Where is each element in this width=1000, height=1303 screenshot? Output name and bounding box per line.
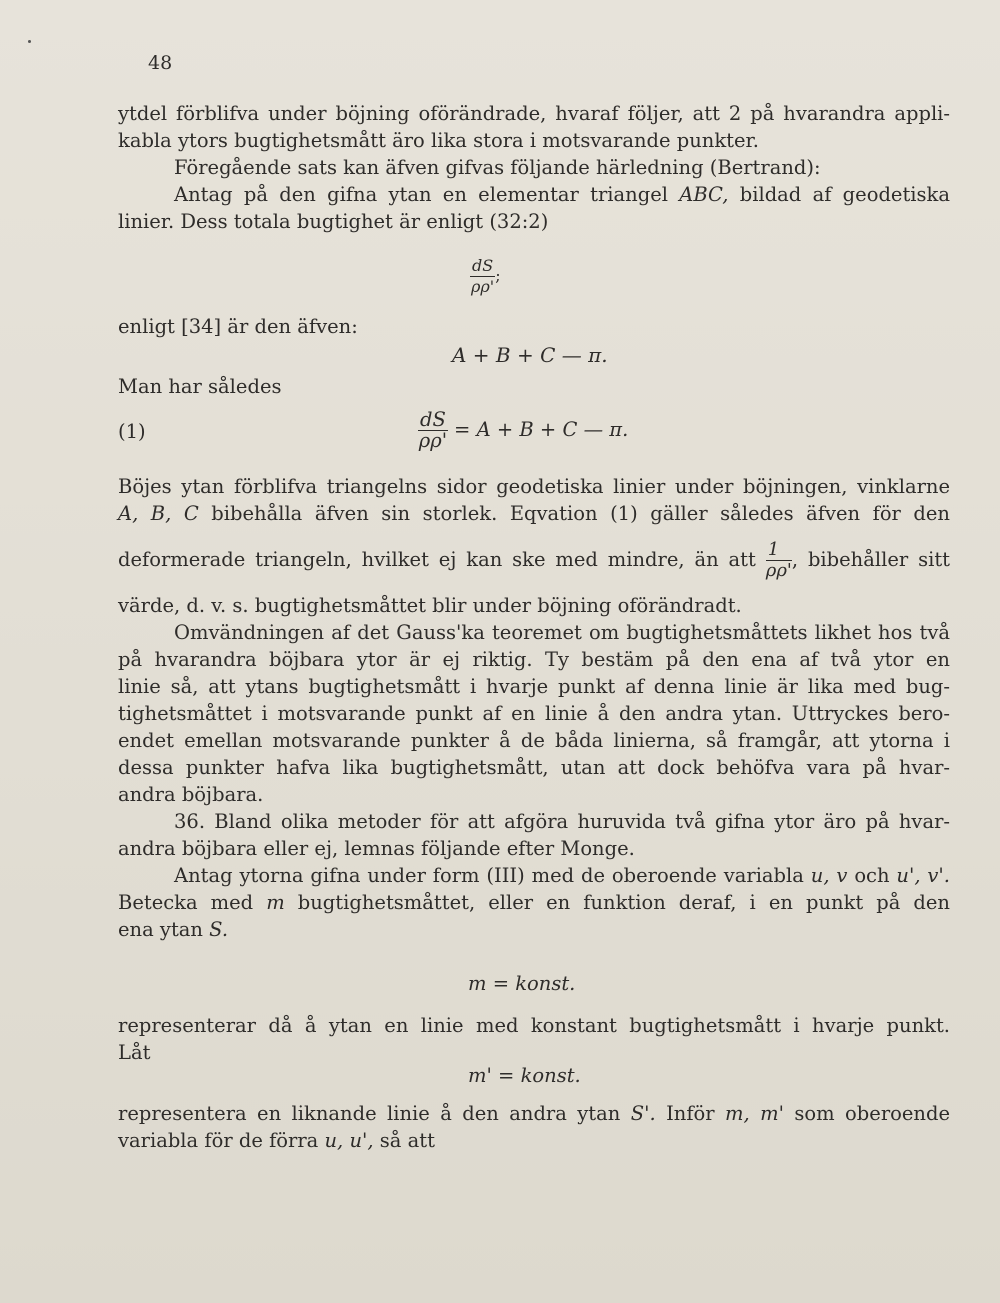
text-line: Antag på den gifna ytan en elementar triangel ABC, bildad af geodetiska — [174, 183, 950, 206]
page-number: 48 — [148, 52, 173, 74]
body-text — [118, 540, 950, 581]
text-line: representera en liknande linie å den andra ytan S'. Inför m, m' som oberoende — [118, 1102, 951, 1125]
body-text — [118, 592, 950, 943]
text-line: ena ytan S. — [118, 918, 229, 941]
text-line: Antag ytorna gifna under form (III) med de oberoende variabla u, v och u', v'. — [174, 864, 950, 887]
page: 48 ytdel förblifva under böjning oförändrade, hvaraf följer, att 2 på hvarandra appli- kabla ytors bugtighetsmått äro lika stora i motsvarande punkter. Föregående sats kan äfven gifvas följande härledning (Bertrand): Antag på den gifna ytan en elementar triangel ABC, bildad af geodetiska linier. Dess totala bugtighet är enligt (32:2) $\frac{dS}{\rho\rho'}$ ; enligt [34] är den äfven: A + B + C — π. Man har således (1) $\frac{dS}{\rho\rho'}$ = A + B + C — π. Böjes ytan förblifva triangelns sidor geodetiska linier under böjningen, vinklarne A, B, C bibehålla äfven sin storlek. Eqvation (1) gäller således äfven för den deformerade triangeln, hvilket ej kan ske med mindre, än att $\frac{1}{\rho\rho'}$ , bibehåller sitt värde, d. v. s. bugtighetsmåttet blir under böjning oförändradt. Omvändningen af det Gauss'ka teoremet om bugtighetsmåttets likhet hos två på hvarandra böjbara ytor är ej riktig. Ty bestäm på den ena af två ytor en linie så, att ytans bugtighetsmått i hvarje punkt af denna linie är lika med bug- tighetsmåttet i motsvarande punkt af en linie å den andra ytan. Uttryckes bero- endet emellan motsvarande punkter å de båda linierna, så framgår, att ytorna i dessa punkter hafva lika bugtighetsmått, utan att dock behöfva vara på hvar- andra böjbara. 36. Bland olika metoder för att afgöra huruvida två gifna ytor äro på hvar- andra böjbara eller ej, lemnas följande efter Monge. Antag ytorna gifna under form (III) med de oberoende variabla u, v och u', v'. Betecka med m bugtighetsmåttet, eller en funktion deraf, i en punkt på den ena ytan S. m = konst. representerar då å ytan en linie med konstant bugtighetsmått i hvarje punkt. Låt m' = konst. representera en liknande linie å den andra ytan S'. Inför m, m' som oberoende variabla för de förra u, u', så att — [0, 0, 1000, 1303]
text-line: Böjes ytan förblifva triangelns sidor geodetiska linier under böjningen, vinklarne — [118, 475, 950, 498]
text-line: på hvarandra böjbara ytor är ej riktig. Ty bestäm på den ena af två ytor en — [118, 648, 950, 671]
equation-label: (1) — [118, 420, 146, 443]
text-line: ytdel förblifva under böjning oförändrade, hvaraf följer, att 2 på hvarandra appli- — [118, 102, 950, 125]
body-text — [118, 1012, 950, 1066]
text-line: enligt [34] är den äfven: — [118, 315, 358, 338]
text-line: deformerade triangeln, hvilket ej kan ske med mindre, än att $\frac{1}{\rho\rho'}$ , bibehåller sitt — [118, 539, 950, 581]
equation-angle-sum: A + B + C — π. — [452, 343, 608, 367]
text-line: andra böjbara. — [118, 783, 264, 806]
text-line: dessa punkter hafva lika bugtighetsmått, utan att dock behöfva vara på hvar- — [118, 756, 950, 779]
body-text — [118, 100, 950, 235]
speck-mark — [28, 40, 31, 43]
equation-m-prime-const: m' = konst. — [468, 1064, 581, 1087]
text-line: Föregående sats kan äfven gifvas följande härledning (Bertrand): — [174, 156, 821, 179]
text-line: variabla för de förra u, u', så att — [118, 1129, 435, 1152]
text-line: Man har således — [118, 375, 282, 398]
text-line: Betecka med m bugtighetsmåttet, eller en funktion deraf, i en punkt på den — [118, 891, 950, 914]
body-text — [118, 1100, 950, 1154]
text-line: A, B, C bibehålla äfven sin storlek. Eqvation (1) gäller således äfven för den — [118, 502, 950, 525]
text-line: endet emellan motsvarande punkter å de båda linierna, så framgår, att ytorna i — [118, 729, 950, 752]
equation-ds-over-rho: $\frac{dS}{\rho\rho'}$ ; — [470, 256, 501, 296]
text-line: Låt — [118, 1041, 151, 1064]
text-line: Omvändningen af det Gauss'ka teoremet om bugtighetsmåttets likhet hos två — [174, 621, 950, 644]
text-line: 36. Bland olika metoder för att afgöra huruvida två gifna ytor äro på hvar- — [174, 810, 950, 833]
text-line: kabla ytors bugtighetsmått äro lika stora i motsvarande punkter. — [118, 129, 759, 152]
text-line: andra böjbara eller ej, lemnas följande efter Monge. — [118, 837, 635, 860]
text-line: linier. Dess totala bugtighet är enligt (32:2) — [118, 210, 549, 233]
body-text — [118, 473, 950, 527]
text-line: linie så, att ytans bugtighetsmått i hvarje punkt af denna linie är lika med bug- — [118, 675, 950, 698]
text-line: representerar då å ytan en linie med konstant bugtighetsmått i hvarje punkt. — [118, 1014, 950, 1037]
text-line: värde, d. v. s. bugtighetsmåttet blir under böjning oförändradt. — [118, 594, 742, 617]
text-line: tighetsmåttet i motsvarande punkt af en linie å den andra ytan. Uttryckes bero- — [118, 702, 950, 725]
equation-m-const: m = konst. — [468, 972, 576, 995]
